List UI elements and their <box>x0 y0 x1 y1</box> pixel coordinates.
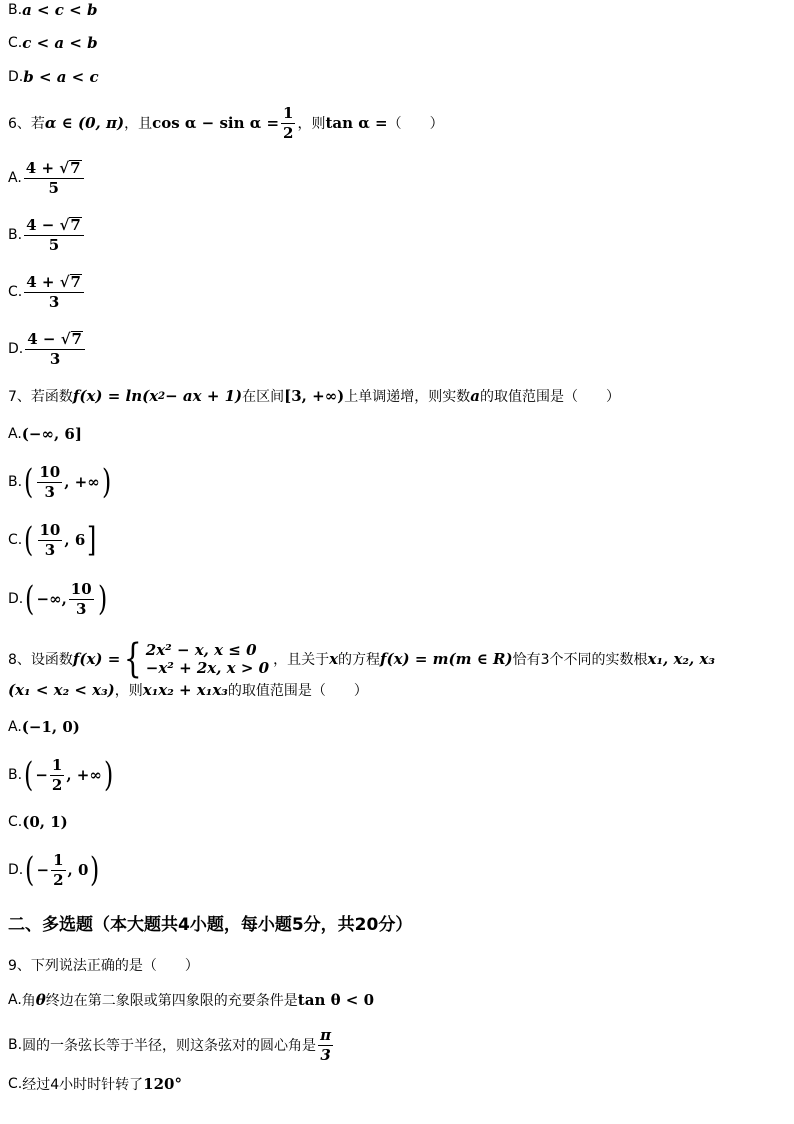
math-expr: cos α − sin α = <box>152 114 280 132</box>
option-label: C. <box>8 532 23 548</box>
stem-text: ，则 <box>114 683 143 699</box>
math-expr: , 6 <box>64 531 86 549</box>
question-9-option-b <box>8 1024 335 1066</box>
stem-text: 在区间 <box>242 389 285 405</box>
fraction-numerator <box>24 217 84 236</box>
left-paren: ( <box>24 462 34 502</box>
math-expr: tan θ < 0 <box>297 991 375 1009</box>
math-expr: 120° <box>143 1075 182 1093</box>
question-number: 8、设函数 <box>8 652 73 668</box>
option-label: B. <box>8 227 23 243</box>
math-expr: x₁x₂ + x₁x₃ <box>142 681 228 699</box>
section-title: 二、多选题（本大题共4小题，每小题5分，共20分） <box>8 914 413 935</box>
option-label: B. <box>8 767 23 783</box>
question-6-option-c <box>8 271 86 313</box>
sqrt-symbol: √ 7 <box>60 329 82 348</box>
fraction-numerator: 1 <box>53 850 64 869</box>
question-8-option-a <box>8 716 80 738</box>
stem-text: 的取值范围是（ ） <box>227 683 368 699</box>
fraction <box>50 757 64 794</box>
answer-blank: （ ） <box>387 116 444 132</box>
minus-sign: − <box>35 766 48 784</box>
option-text: 圆的一条弦长等于半径，则这条弦对的圆心角是 <box>22 1038 317 1054</box>
question-8-stem-line2 <box>8 679 368 701</box>
option-label: C. <box>8 1076 23 1092</box>
stem-text: 恰有3个不同的实数根 <box>512 652 648 668</box>
fraction-numerator: 10 <box>39 520 61 539</box>
question-7-option-c <box>8 519 99 561</box>
fraction-denominator: 5 <box>48 178 59 197</box>
math-expr: −∞, <box>36 590 67 608</box>
option-label: A. <box>8 170 22 186</box>
fraction-denominator: 3 <box>44 540 56 559</box>
left-paren: ( <box>25 579 35 619</box>
question-7-option-b <box>8 461 113 503</box>
option-label: C. <box>8 814 23 830</box>
fraction <box>24 217 84 254</box>
math-expr: , +∞ <box>64 473 100 491</box>
option-label: C. <box>8 35 23 51</box>
right-bracket: ] <box>87 520 97 560</box>
option-label: A. <box>8 719 22 735</box>
question-8-option-c <box>8 811 68 833</box>
exponent: 2 <box>158 390 166 402</box>
fraction-denominator: 3 <box>44 482 55 501</box>
option-label: D. <box>8 591 24 607</box>
question-number: 6、若 <box>8 116 45 132</box>
right-paren: ) <box>90 850 100 890</box>
right-paren: ) <box>103 755 114 795</box>
left-paren: ( <box>24 755 34 795</box>
question-7-stem <box>8 384 620 408</box>
option-expr: a < c < b <box>22 1 98 19</box>
minus-sign: − <box>36 861 50 879</box>
case-2: −x² + 2x, x > 0 <box>145 659 270 677</box>
fraction-denominator: 3 <box>49 349 61 368</box>
fraction <box>69 581 94 618</box>
math-expr: f(x) = m(m ∈ R) <box>380 650 513 668</box>
option-text: 终边在第二象限或第四象限的充要条件是 <box>45 993 298 1009</box>
left-paren: ( <box>25 850 35 890</box>
question-9-option-c <box>8 1073 182 1095</box>
option-label: B. <box>8 2 23 18</box>
option-label: D. <box>8 862 24 878</box>
question-9-option-a <box>8 989 374 1011</box>
prev-option-c <box>8 33 98 53</box>
section-heading <box>8 909 412 935</box>
numerator-text: 4 + <box>25 158 60 177</box>
math-expr: x₁, x₂, x₃ <box>647 650 715 668</box>
math-expr: (x₁ < x₂ < x₃) <box>8 681 115 699</box>
math-expr: , +∞ <box>66 766 102 784</box>
option-text: 角 <box>21 993 36 1009</box>
math-expr: (−∞, 6] <box>21 425 82 443</box>
fraction-denominator: 2 <box>51 775 63 794</box>
option-text: 经过4小时时针转了 <box>22 1077 144 1093</box>
numerator-text: 4 + <box>26 272 60 291</box>
option-label: B. <box>8 1037 23 1053</box>
option-label: C. <box>8 284 23 300</box>
math-var: θ <box>35 991 46 1009</box>
prev-option-d <box>8 67 99 87</box>
fraction-numerator <box>25 331 85 350</box>
option-expr: b < a < c <box>23 68 99 86</box>
math-expr: (0, 1) <box>22 813 68 831</box>
question-8-option-b <box>8 754 115 796</box>
radicand: 7 <box>71 329 82 348</box>
question-stem: 9、下列说法正确的是（ ） <box>8 958 199 974</box>
question-7-option-d <box>8 578 109 620</box>
option-label: A. <box>8 426 22 442</box>
fraction <box>38 522 63 559</box>
fraction-numerator: π <box>320 1025 332 1044</box>
stem-text: 的取值范围是（ ） <box>480 389 621 405</box>
math-expr: α ∈ (0, π) <box>44 114 125 132</box>
option-label: A. <box>8 992 22 1008</box>
fraction-denominator: 2 <box>283 123 294 142</box>
left-paren: ( <box>24 520 34 560</box>
option-label: D. <box>8 69 24 85</box>
math-var: a <box>470 387 481 405</box>
fraction <box>37 464 62 501</box>
fraction <box>281 105 295 142</box>
fraction <box>318 1027 333 1064</box>
math-expr: − ax + 1) <box>165 387 243 405</box>
stem-text: ，且关于 <box>273 652 330 668</box>
radicand: 7 <box>70 215 81 234</box>
math-expr: [3, +∞) <box>284 387 345 405</box>
piecewise-cases <box>146 641 269 677</box>
fraction-numerator: 10 <box>70 579 92 598</box>
question-6-option-a <box>8 157 86 199</box>
case-1: 2x² − x, x ≤ 0 <box>145 641 257 659</box>
fraction-numerator: 1 <box>51 755 63 774</box>
question-7-option-a <box>8 423 82 445</box>
radicand: 7 <box>70 158 81 177</box>
fraction-denominator: 3 <box>320 1045 331 1064</box>
question-9-stem <box>8 954 199 976</box>
fraction-denominator: 2 <box>53 870 64 889</box>
radicand: 7 <box>70 272 81 291</box>
question-6-option-b <box>8 214 86 256</box>
math-expr: (−1, 0) <box>21 718 80 736</box>
fraction <box>25 331 85 368</box>
right-paren: ) <box>97 579 107 619</box>
fraction <box>24 274 84 311</box>
fraction <box>51 852 65 889</box>
math-expr: , 0 <box>67 861 89 879</box>
sqrt-symbol: √ 7 <box>59 215 81 234</box>
option-label: D. <box>8 341 24 357</box>
stem-text: 的方程 <box>338 652 381 668</box>
stem-text: ，则 <box>297 116 326 132</box>
sqrt-symbol: √ 7 <box>59 272 81 291</box>
left-brace: { <box>124 636 142 682</box>
fraction-numerator <box>24 160 84 179</box>
fraction-denominator: 5 <box>48 235 60 254</box>
question-6-option-d <box>8 328 87 370</box>
numerator-text: 4 − <box>27 329 61 348</box>
sqrt-symbol: √ 7 <box>59 158 81 177</box>
fraction-denominator: 3 <box>48 292 60 311</box>
stem-text: ，且 <box>124 116 153 132</box>
fraction-numerator: 1 <box>283 103 294 122</box>
math-expr: tan α = <box>325 114 388 132</box>
fraction-denominator: 3 <box>76 599 87 618</box>
prev-option-b <box>8 0 97 20</box>
fraction-numerator <box>24 274 84 293</box>
numerator-text: 4 − <box>26 215 60 234</box>
fraction-numerator: 10 <box>39 462 61 481</box>
option-label: B. <box>8 474 23 490</box>
question-8-option-d <box>8 849 102 891</box>
stem-text: 上单调递增，则实数 <box>344 389 471 405</box>
fraction <box>24 160 84 197</box>
question-number: 7、若函数 <box>8 389 73 405</box>
option-expr: c < a < b <box>22 34 98 52</box>
math-expr: f(x) = ln(x <box>72 387 159 405</box>
question-8-stem-line1 <box>8 638 715 680</box>
question-6-stem <box>8 103 444 143</box>
math-expr: f(x) = <box>72 650 121 668</box>
math-var: x <box>329 650 339 668</box>
right-paren: ) <box>101 462 111 502</box>
